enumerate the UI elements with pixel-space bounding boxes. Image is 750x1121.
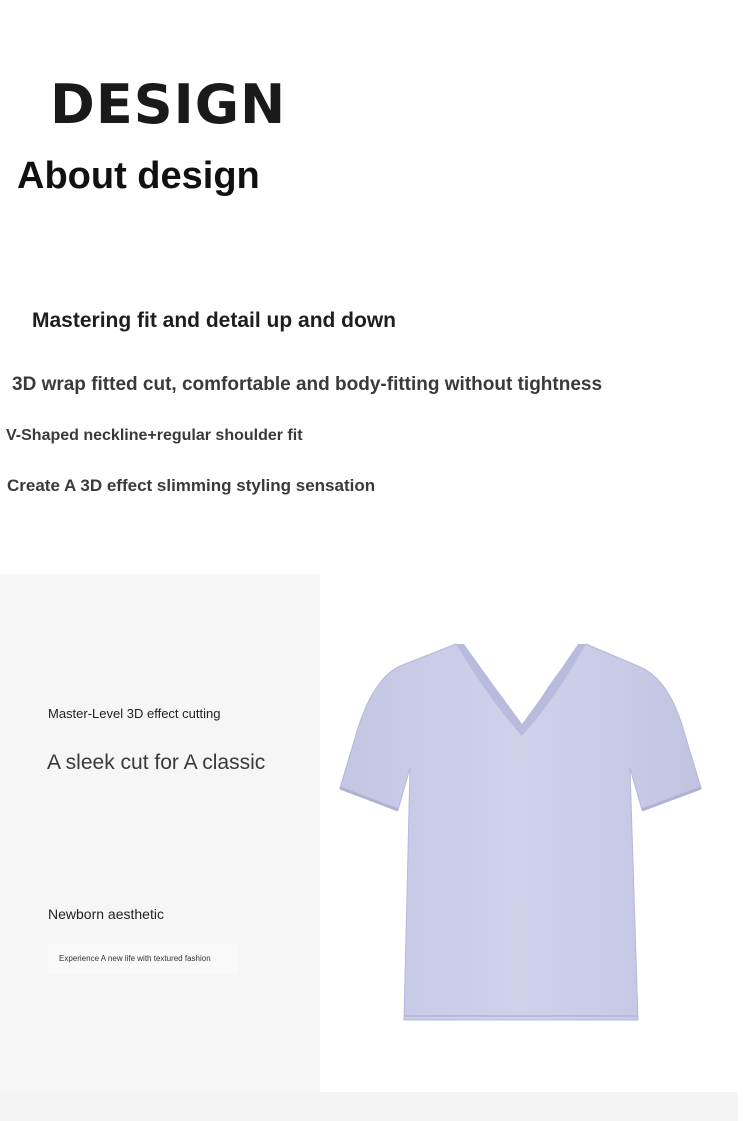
feature-line-fit: 3D wrap fitted cut, comfortable and body-fitting without tightness [12, 374, 603, 395]
features-heading: Mastering fit and detail up and down [32, 309, 397, 332]
feature-line-slimming: Create A 3D effect slimming styling sensation [7, 476, 376, 495]
design-wordmark: DESIGN [50, 73, 287, 136]
feature-line-neckline: V-Shaped neckline+regular shoulder fit [6, 427, 303, 444]
v-neck-tshirt-image [338, 638, 704, 1028]
tagline: A sleek cut for A classic [47, 751, 266, 774]
master-level-label: Master-Level 3D effect cutting [48, 706, 221, 721]
page-title: About design [17, 155, 260, 197]
newborn-label: Newborn aesthetic [48, 906, 164, 922]
bottom-band [0, 1092, 738, 1121]
showcase-text-panel [0, 574, 320, 1092]
tshirt-body [340, 644, 701, 1020]
experience-text: Experience A new life with textured fashion [59, 954, 211, 963]
